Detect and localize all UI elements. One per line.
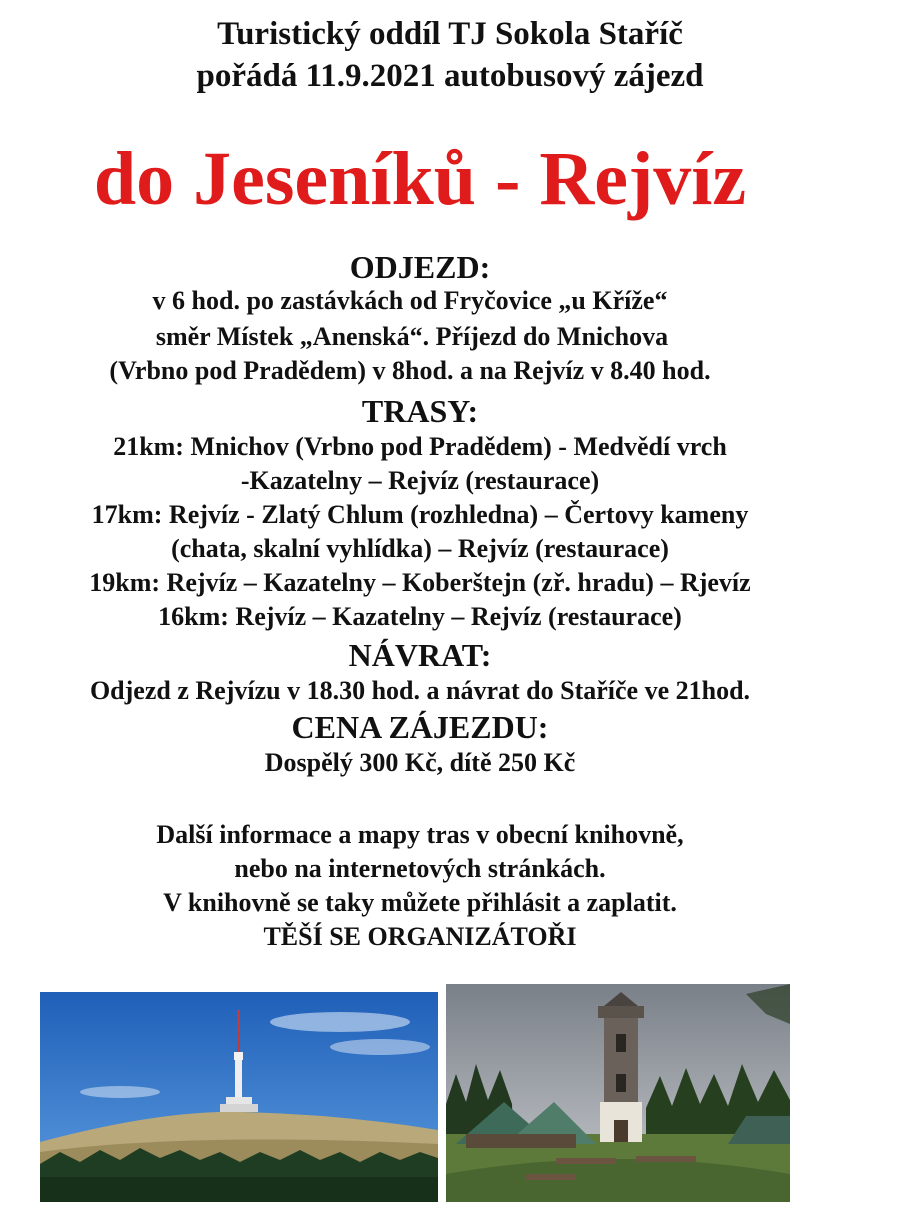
info-line: Další informace a mapy tras v obecní knihovně, (156, 820, 684, 849)
route-line: 21km: Mnichov (Vrbno pod Pradědem) - Medvědí vrch (113, 432, 727, 461)
departure-heading: ODJEZD: (349, 249, 491, 285)
poster-title: do Jeseníků - Rejvíz (93, 137, 747, 221)
signoff: TĚŠÍ SE ORGANIZÁTOŘI (263, 922, 577, 951)
departure-line: směr Místek „Anenská“. Příjezd do Mnichova (155, 322, 669, 351)
return-heading: NÁVRAT: (348, 637, 492, 673)
date-line: pořádá 11.9.2021 autobusový zájezd (196, 58, 704, 94)
info-line: V knihovně se taky můžete přihlásit a zaplatit. (163, 888, 677, 917)
route-line: (chata, skalní vyhlídka) – Rejvíz (restaurace) (171, 534, 669, 563)
org-line: Turistický oddíl TJ Sokola Staříč (217, 16, 683, 52)
price-heading: CENA ZÁJEZDU: (291, 709, 549, 745)
route-line: 16km: Rejvíz – Kazatelny – Rejvíz (restaurace) (158, 602, 682, 631)
price-line: Dospělý 300 Kč, dítě 250 Kč (264, 748, 576, 777)
routes-heading: TRASY: (361, 393, 479, 429)
route-line: -Kazatelny – Rejvíz (restaurace) (240, 466, 600, 495)
departure-line: (Vrbno pod Pradědem) v 8hod. a na Rejvíz v 8.40 hod. (109, 356, 711, 385)
route-line: 17km: Rejvíz - Zlatý Chlum (rozhledna) – Čertovy kameny (91, 500, 749, 529)
route-line: 19km: Rejvíz – Kazatelny – Koberštejn (zř. hradu) – Rjevíz (89, 568, 751, 597)
photo-mountain-tower (40, 992, 438, 1202)
return-line: Odjezd z Rejvízu v 18.30 hod. a návrat do Staříče ve 21hod. (89, 676, 751, 705)
photo-lookout-tower (446, 984, 790, 1202)
departure-line: v 6 hod. po zastávkách od Fryčovice „u Kříže“ (152, 286, 668, 315)
info-line: nebo na internetových stránkách. (234, 854, 606, 883)
